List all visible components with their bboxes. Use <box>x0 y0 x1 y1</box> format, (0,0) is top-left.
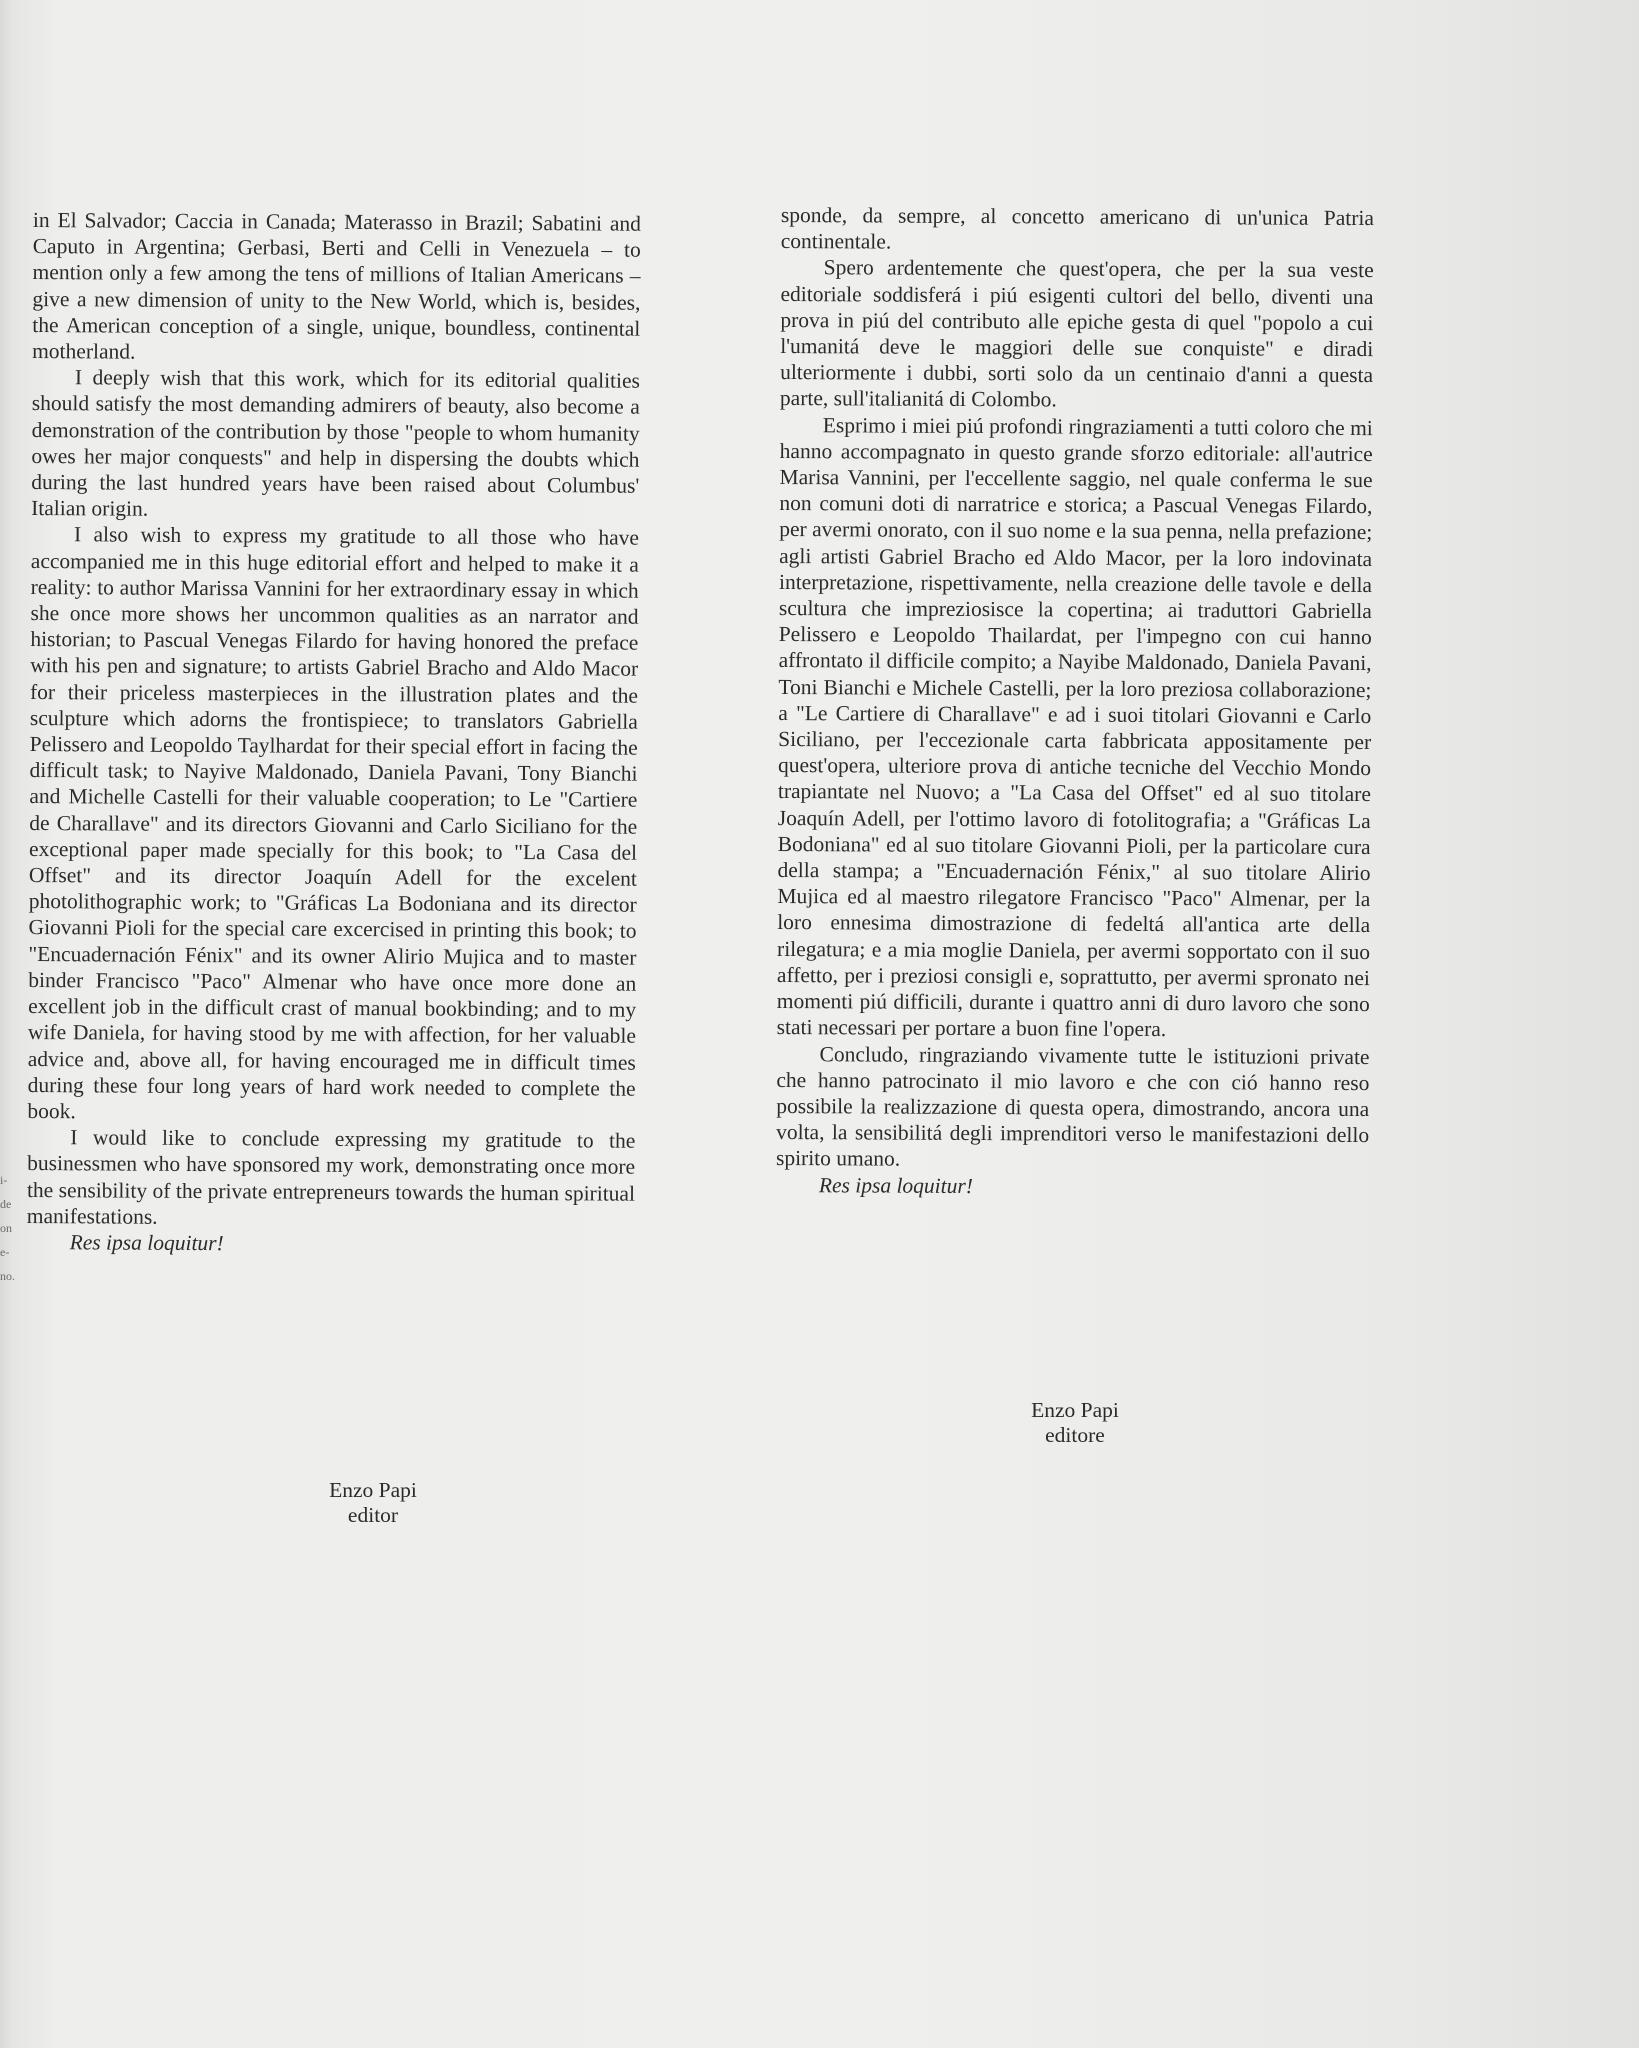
italian-column <box>776 202 1374 1201</box>
italian-paragraph-4: Concludo, ringraziando vivamente tutte le istituzioni private che hanno patrocinato il mio lavoro e che con ció hanno reso possibile la realizzazione di questa opera, dimostrando, ancora una volta, la sensibilitá degli imprenditori verso le manifestazioni dello spirito umano. <box>775 1041 1370 1171</box>
italian-signature <box>975 1398 1175 1448</box>
italian-paragraph-3: Esprimo i miei piú profondi ringraziamenti a tutti coloro che mi hanno accompagnato in questo grande sforzo editoriale: all'autrice Marisa Vannini, per l'eccellente saggio, nel quale conferma le sue non comuni doti di narratrice e storica; a Pascual Venegas Filardo, per avermi onorato, con il suo nome e la sua penna, nella prefazione; agli artisti Gabriel Bracho ed Aldo Macor, per la loro indovinata interpretazione, rispettivamente, nella creazione delle tavole e della scultura che impreziosisce la copertina; ai traduttori Gabriella Pelissero e Leopoldo Thailardat, per l'impegno con cui hanno affrontato il difficile compito; a Nayibe Maldonado, Daniela Pavani, Toni Bianchi e Michele Castelli, per la loro preziosa collaborazione; a "Le Cartiere di Charallave" e ad i suoi titolari Giovanni e Carlo Siciliano, per l'eccezionale carta fabbricata appositamente per quest'opera, ulteriore prova di antiche tecniche del Vecchio Mondo trapiantate nel Nuovo; a "La Casa del Offset" ed al suo titolare Joaquín Adell, per l'ottimo lavoro di fotolitografia; a "Gráficas La Bodoniana" ed al suo titolare Giovanni Pioli, per la particolare cura della stampa; a "Encuadernación Fénix," al suo titolare Alirio Mujica ed al maestro rilegatore Francisco "Paco" Almenar, per la loro ennesima dimostrazione di fedeltá all'antica arte della rilegatura; e a mia moglie Daniela, per avermi sopportato con il suo affetto, per i preziosi consigli e, soprattutto, per avermi spronato nei momenti piú difficili, durante i quattro anni di duro lavoro che sono stati necessari per portare a buon fine l'opera. <box>776 412 1373 1042</box>
english-paragraph-3: I also wish to express my gratitude to all those who have accompanied me in this huge editorial effort and helped to make it a reality: to author Marissa Vannini for her extraordinary essay in which she once more shows her uncommon qualities as an narrator and historian; to Pascual Venegas Filardo for having honored the preface with his pen and signature; to artists Gabriel Bracho and Aldo Macor for their priceless masterpieces in the illustration plates and the sculpture which adorns the frontispiece; to translators Gabriella Pelissero and Leopoldo Taylhardat for their special effort in facing the difficult task; to Nayive Maldonado, Daniela Pavani, Tony Bianchi and Michelle Castelli for their valuable cooperation; to Le "Cartiere de Charallave" and its directors Giovanni and Carlo Siciliano for the exceptional paper made specially for this book; to "La Casa del Offset" and its director Joaquín Adell for the excelent photolithographic work; to "Gráficas La Bodoniana and its director Giovanni Pioli for the special care excercised in printing this book; to "Encuadernación Fénix" and its owner Alirio Mujica and to master binder Francisco "Paco" Almenar who have once more done an excellent job in the difficult crast of manual bookbinding; and to my wife Daniela, for having stood by me with affection, for her valuable advice and, above all, for having encouraged me in difficult times during these four long years of hard work needed to complete the book. <box>27 522 640 1124</box>
margin-fragment: e- <box>0 1245 10 1259</box>
margin-fragment: no. <box>0 1269 15 1283</box>
italian-paragraph-2: Spero ardentemente che quest'opera, che per la sua veste editoriale soddisferá i piú esigenti cultori del bello, diventi una prova in piú del contributo alle epiche gesta di quel "popolo a cui l'umanitá deve le maggiori delle sue conquiste" e diradi ulteriormente i dubbi, sorti solo da un centinaio d'anni a questa parte, sull'italianitá di Colombo. <box>779 255 1374 412</box>
english-motto: Res ipsa loquitur! <box>69 1230 224 1256</box>
english-signature <box>273 1478 473 1528</box>
margin-fragment: i- <box>0 1173 8 1187</box>
english-paragraph-2: I deeply wish that this work, which for its editorial qualities should satisfy the most demanding admirers of beauty, also become a demonstration of the contribution by those "people to whom humanity owes her major conquests" and help in dispersing the doubts which during the last hundred years have been raised about Columbus' Italian origin. <box>31 365 641 521</box>
italian-paragraph-1: sponde, da sempre, al concetto americano di un'unica Patria continentale. <box>780 202 1374 254</box>
english-paragraph-1: in El Salvador; Caccia in Canada; Materasso in Brazil; Sabatini and Caputo in Argentina; Gerbasi, Berti and Celli in Venezuela – to mention only a few among the tens of millions of Italian Americans – give a new dimension of unity to the New World, which is, besides, the American conception of a single, unique, boundless, continental motherland. <box>32 207 641 364</box>
english-paragraph-4: I would like to conclude expressing my gratitude to the businessmen who have sponsored my work, demonstrating once more the sensibility of the private entrepreneurs towards the human spiritual manifestations. <box>26 1125 636 1229</box>
signature-role: editor <box>347 1503 399 1527</box>
signature-name: Enzo Papi <box>329 1478 417 1502</box>
previous-page-edge-text <box>0 1168 16 1288</box>
margin-fragment: de <box>0 1197 12 1211</box>
italian-motto: Res ipsa loquitur! <box>818 1172 974 1198</box>
signature-role: editore <box>1045 1423 1105 1447</box>
english-column <box>27 207 641 1259</box>
signature-name: Enzo Papi <box>1031 1398 1119 1422</box>
margin-fragment: on <box>0 1221 12 1235</box>
